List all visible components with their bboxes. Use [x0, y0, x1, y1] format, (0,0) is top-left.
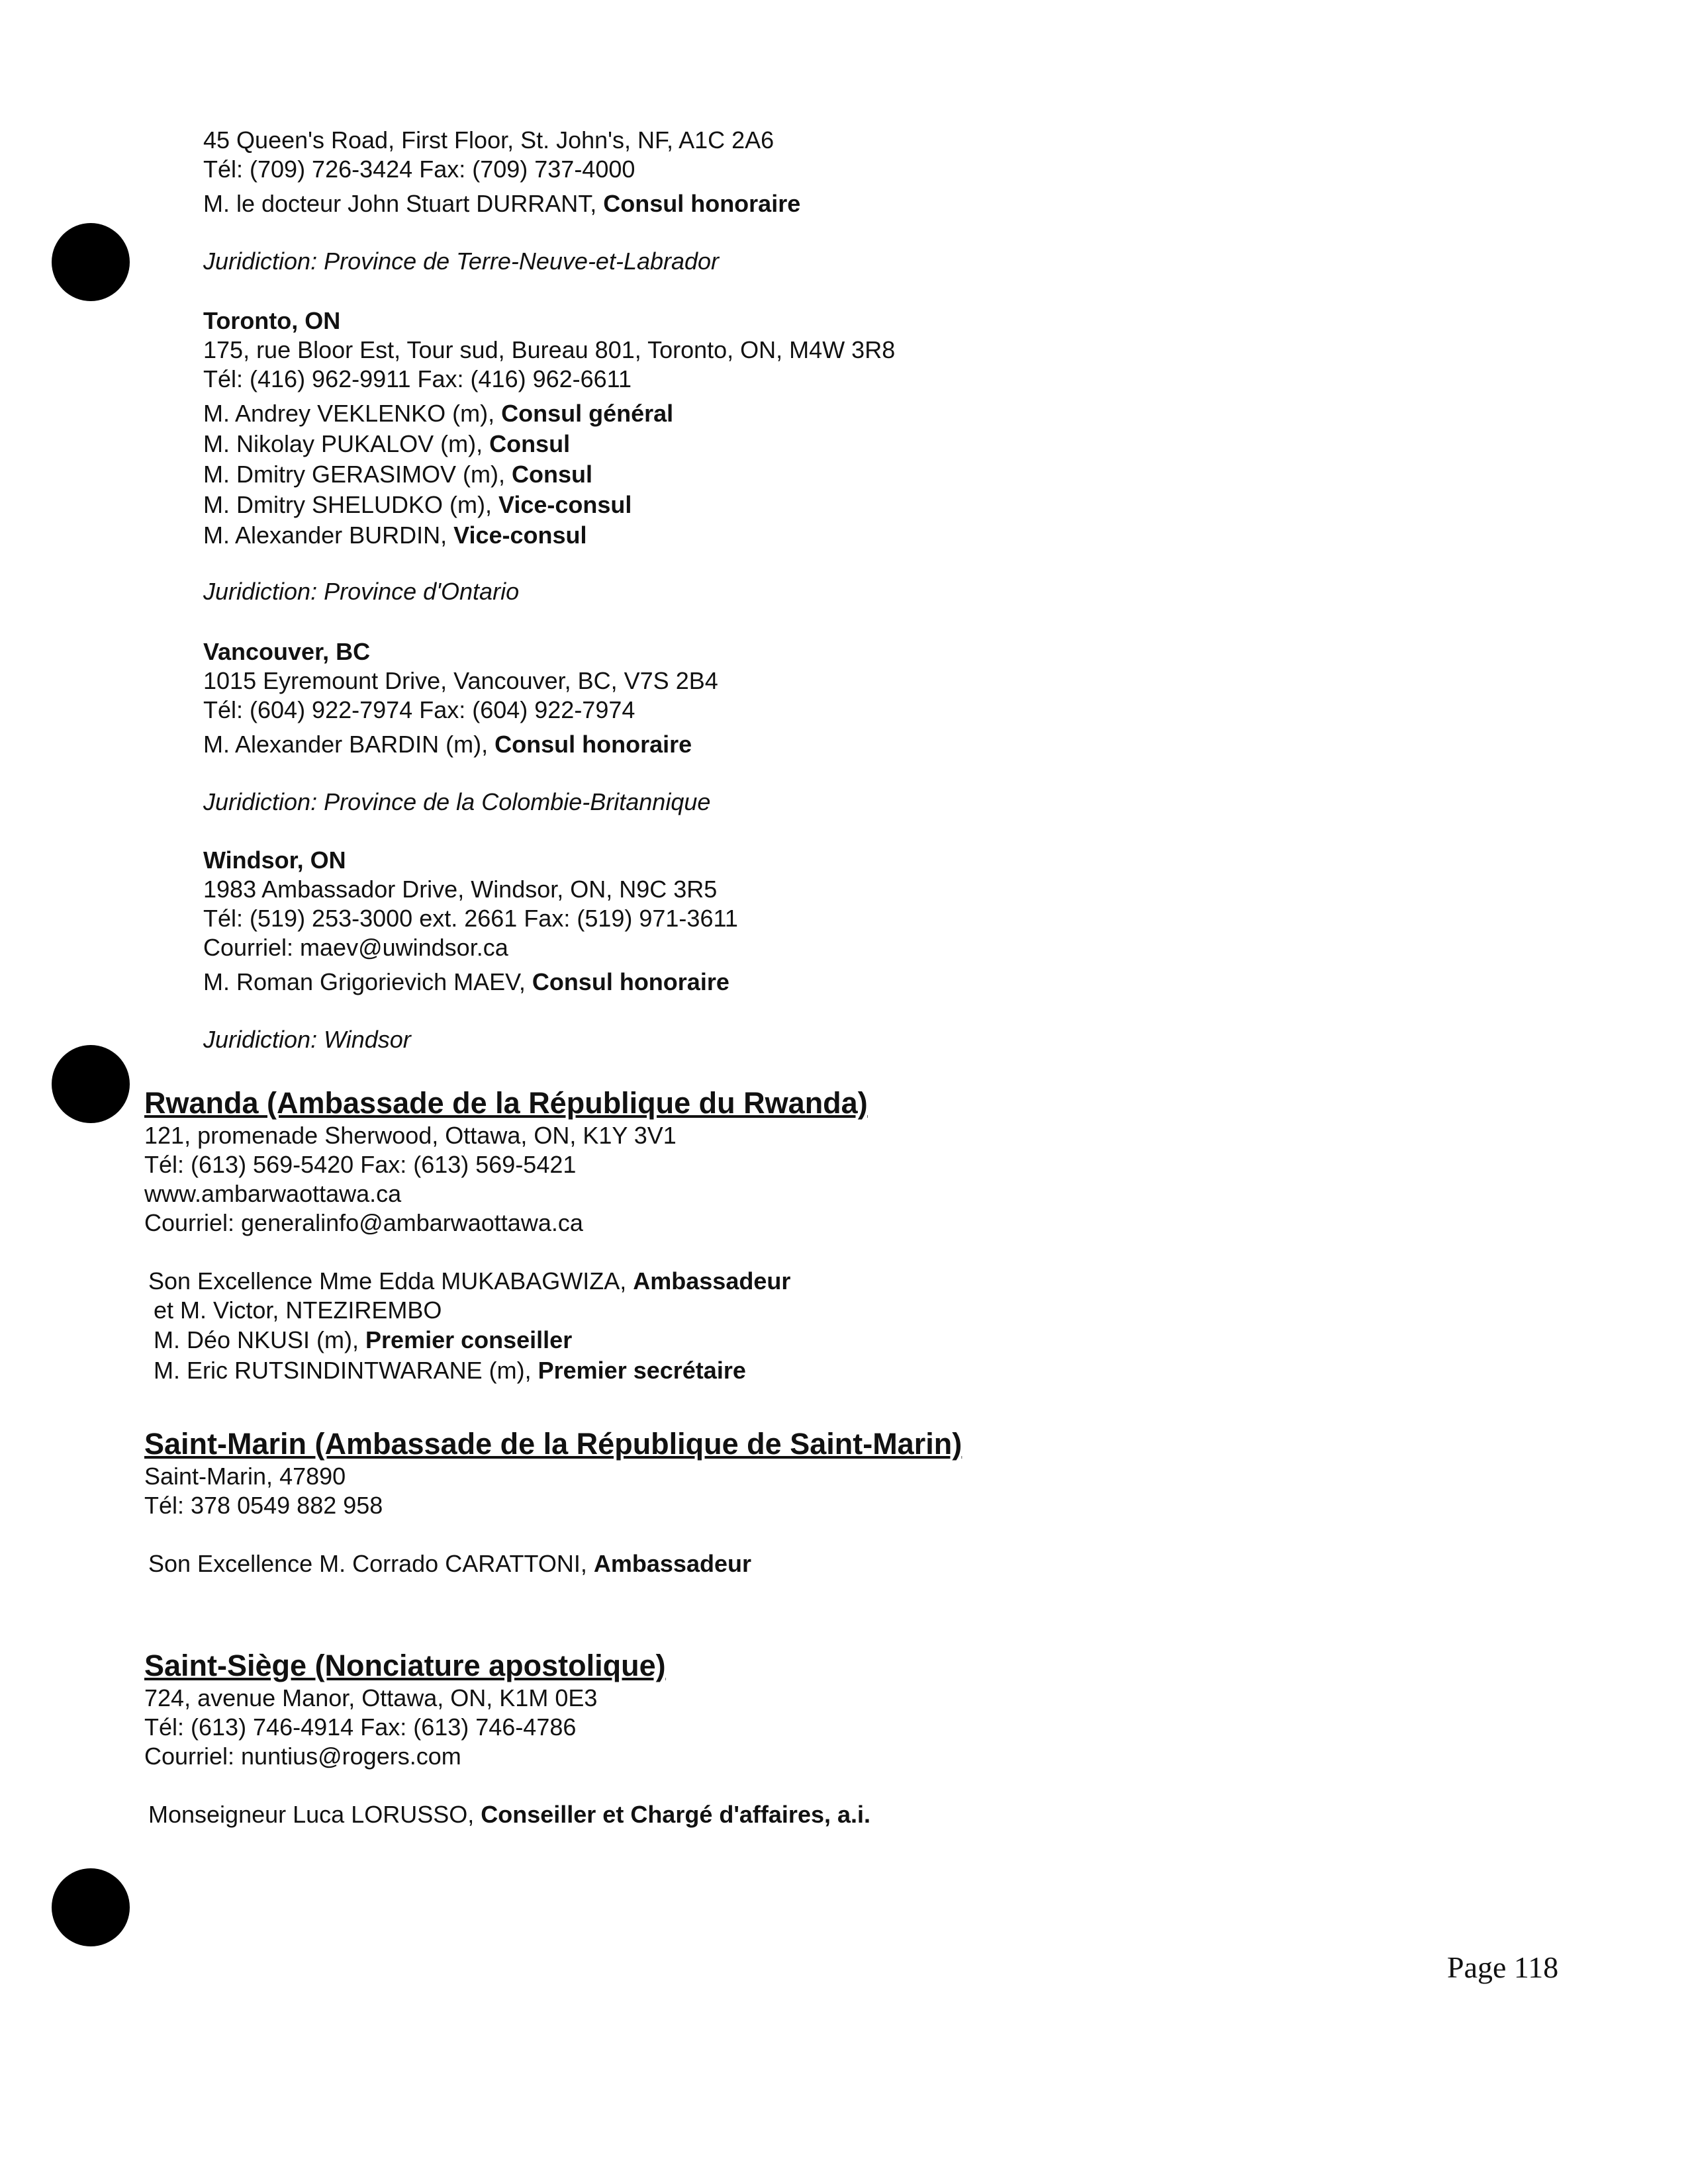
staff-name: M. Dmitry SHELUDKO (m), [203, 491, 498, 518]
section-heading: Saint-Siège (Nonciature apostolique) [144, 1649, 666, 1682]
city-name: Vancouver, BC [203, 638, 371, 665]
consulate-vancouver [203, 637, 718, 817]
jurisdiction: Juridiction: Province de la Colombie-Britannique [203, 788, 711, 815]
jurisdiction: Juridiction: Province d'Ontario [203, 578, 520, 605]
phone: Tél: 378 0549 882 958 [144, 1492, 383, 1519]
ambassador-name: Son Excellence M. Corrado CARATTONI, [148, 1550, 594, 1577]
staff-name: M. Dmitry GERASIMOV (m), [203, 461, 512, 488]
phone-fax: Tél: (519) 253-3000 ext. 2661 Fax: (519) 971-3611 [203, 905, 738, 932]
phone-fax: Tél: (613) 569-5420 Fax: (613) 569-5421 [144, 1151, 577, 1178]
staff-title: Consul général [501, 400, 674, 427]
person-name: Monseigneur Luca LORUSSO, [148, 1801, 481, 1828]
person [203, 968, 738, 997]
staff-member [203, 490, 895, 520]
person [203, 730, 718, 759]
ambassador-title: Ambassadeur [593, 1550, 751, 1577]
phone-fax: Tél: (604) 922-7974 Fax: (604) 922-7974 [203, 696, 635, 723]
city-name: Toronto, ON [203, 307, 341, 334]
staff-member [203, 429, 895, 459]
email: Courriel: nuntius@rogers.com [144, 1743, 461, 1770]
address: 45 Queen's Road, First Floor, St. John's, NF, A1C 2A6 [203, 126, 774, 154]
staff-title: Premier conseiller [365, 1326, 573, 1353]
staff-member [154, 1355, 868, 1386]
website: www.ambarwaottawa.ca [144, 1180, 402, 1207]
staff-member [154, 1325, 868, 1355]
staff-title: Premier secrétaire [538, 1357, 746, 1384]
section-heading: Saint-Marin (Ambassade de la République de Saint-Marin) [144, 1427, 962, 1461]
address: Saint-Marin, 47890 [144, 1463, 346, 1490]
page-number: Page 118 [1447, 1950, 1559, 1984]
phone-fax: Tél: (709) 726-3424 Fax: (709) 737-4000 [203, 156, 635, 183]
person-title: Consul honoraire [603, 190, 801, 217]
person-title: Consul honoraire [494, 731, 692, 758]
spouse: et M. Victor, NTEZIREMBO [154, 1297, 442, 1324]
person-name: M. le docteur John Stuart DURRANT, [203, 190, 604, 217]
jurisdiction: Juridiction: Province de Terre-Neuve-et-Labrador [203, 248, 720, 275]
staff-name: M. Alexander BURDIN, [203, 522, 454, 549]
person [148, 1800, 870, 1829]
consulate-st-johns [203, 126, 800, 276]
staff-member [203, 398, 895, 429]
staff-member [203, 520, 895, 551]
staff-title: Vice-consul [498, 491, 632, 518]
address: 1983 Ambassador Drive, Windsor, ON, N9C 3R5 [203, 876, 718, 903]
person [203, 189, 800, 218]
punch-hole-bottom [52, 1868, 130, 1946]
consulate-windsor [203, 846, 738, 1054]
punch-hole-top [52, 223, 130, 301]
section-heading: Rwanda (Ambassade de la République du Rwanda) [144, 1086, 868, 1120]
phone-fax: Tél: (416) 962-9911 Fax: (416) 962-6611 [203, 365, 632, 392]
nunciature-holy-see [144, 1648, 870, 1829]
staff-title: Consul [489, 430, 571, 457]
city-name: Windsor, ON [203, 846, 346, 874]
staff-list [203, 398, 895, 551]
staff-name: M. Déo NKUSI (m), [154, 1326, 366, 1353]
embassy-rwanda [144, 1085, 868, 1386]
person-title: Consul honoraire [532, 968, 729, 995]
address: 121, promenade Sherwood, Ottawa, ON, K1Y 3V1 [144, 1122, 677, 1149]
staff-member [203, 459, 895, 490]
staff-title: Consul [511, 461, 592, 488]
staff-name: M. Nikolay PUKALOV (m), [203, 430, 490, 457]
embassy-san-marino [144, 1426, 962, 1578]
staff-name: M. Andrey VEKLENKO (m), [203, 400, 502, 427]
email: Courriel: maev@uwindsor.ca [203, 934, 508, 961]
person-title: Conseiller et Chargé d'affaires, a.i. [481, 1801, 871, 1828]
address: 175, rue Bloor Est, Tour sud, Bureau 801, Toronto, ON, M4W 3R8 [203, 336, 896, 363]
person-name: M. Roman Grigorievich MAEV, [203, 968, 532, 995]
jurisdiction: Juridiction: Windsor [203, 1026, 411, 1053]
staff-name: M. Eric RUTSINDINTWARANE (m), [154, 1357, 538, 1384]
ambassador [148, 1267, 868, 1296]
staff-title: Vice-consul [453, 522, 587, 549]
consulate-toronto [203, 306, 895, 606]
ambassador-title: Ambassadeur [633, 1267, 791, 1295]
email: Courriel: generalinfo@ambarwaottawa.ca [144, 1209, 583, 1236]
ambassador-name: Son Excellence Mme Edda MUKABAGWIZA, [148, 1267, 633, 1295]
address: 1015 Eyremount Drive, Vancouver, BC, V7S 2B4 [203, 667, 718, 694]
address: 724, avenue Manor, Ottawa, ON, K1M 0E3 [144, 1684, 598, 1711]
phone-fax: Tél: (613) 746-4914 Fax: (613) 746-4786 [144, 1713, 577, 1741]
punch-hole-middle [52, 1045, 130, 1123]
person-name: M. Alexander BARDIN (m), [203, 731, 495, 758]
ambassador [148, 1549, 962, 1578]
